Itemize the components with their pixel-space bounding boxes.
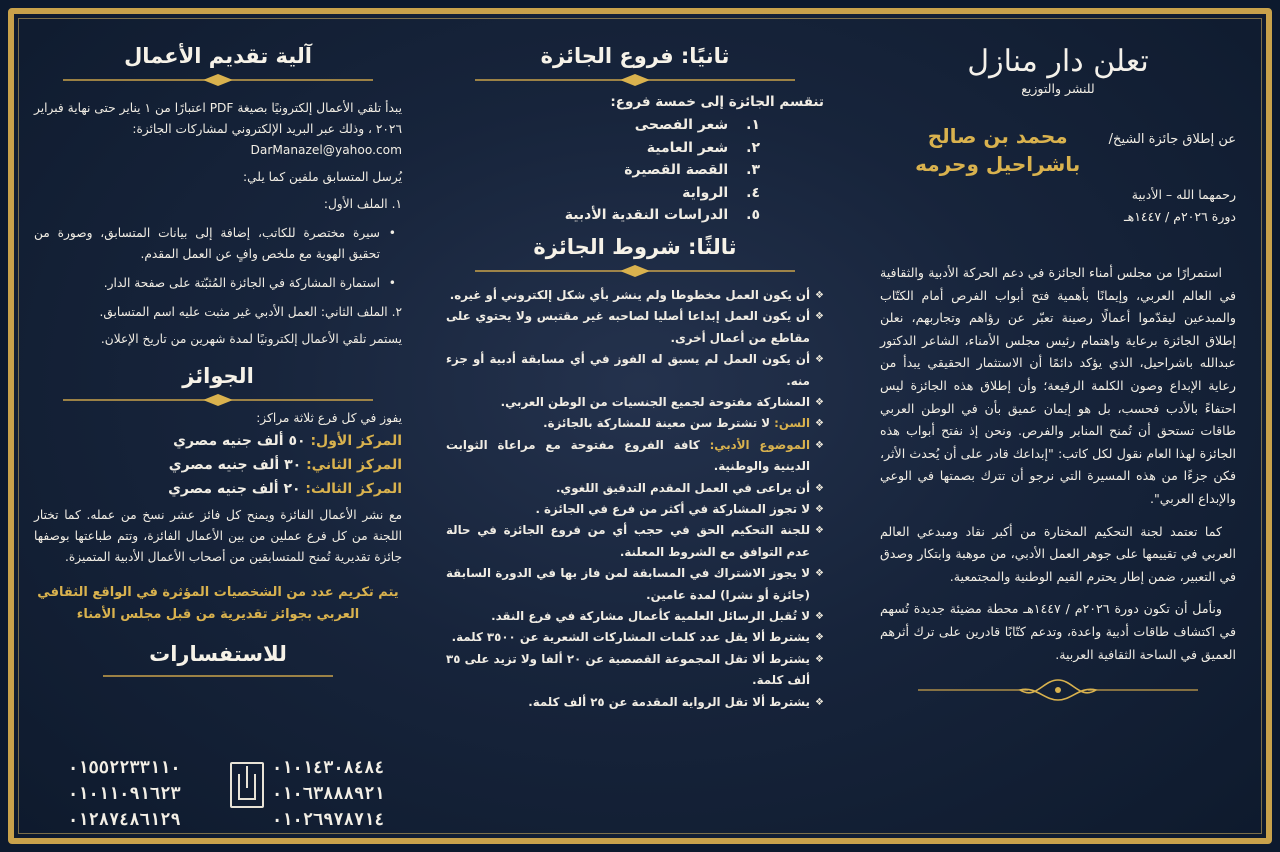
branches-conditions-column	[428, 14, 846, 838]
list-item: ❖ أن يكون العمل لم يسبق له الفوز في أي مسابقة أدبية أو جزء منه.	[446, 349, 824, 392]
list-item: ❖ أن يكون العمل إبداعا أصليا لصاحبه غير مقتبس ولا يحتوي على مقاطع من أعمال أخرى.	[446, 306, 824, 349]
file-two-label: ٢. الملف الثاني: العمل الأدبي غير مثبت عليه اسم المتسابق.	[99, 305, 402, 319]
list-item: ❖ يشترط ألا تقل المجموعة القصصية عن ٢٠ ألفا ولا تزيد على ٣٥ ألف كلمة.	[446, 649, 824, 692]
session-text: دورة ٢٠٢٦م / ١٤٤٧هـ	[1123, 209, 1236, 224]
list-item: ❖ لا تُقبل الرسائل العلمية كأعمال مشاركة في فرع النقد.	[446, 606, 824, 627]
phone-number[interactable]: ٠١٠١٤٣٠٨٤٨٤	[272, 758, 385, 778]
branches-intro: تنقسم الجائزة إلى خمسة فروع:	[610, 94, 824, 110]
list-item: ❖ السن: لا تشترط سن معينة للمشاركة بالجائزة.	[446, 413, 824, 434]
jury-paragraph: كما تعتمد لجنة التحكيم المختارة من أكبر نقاد ومبدعي العالم العربي في تقييمها على جوهر العمل الأدبي، من موهبة وابتكار وصدق في التعبير، ضمن إطار يحترم القيم الوطنية والمجتمعية.	[880, 523, 1236, 584]
list-item: ٣. القصة القصيرة	[624, 162, 760, 179]
phone-number[interactable]: ٠١٠١١٠٩١٦٢٣	[68, 784, 181, 804]
submission-heading: آلية تقديم الأعمال	[124, 44, 312, 68]
ornament-divider	[58, 392, 378, 408]
list-item: ❖ المشاركة مفتوحة لجميع الجنسيات من الوطن العربي.	[446, 392, 824, 413]
ornament-divider	[58, 72, 378, 88]
prizes-intro: يفوز في كل فرع ثلاثة مراكز:	[256, 411, 402, 425]
conditions-list	[446, 285, 824, 713]
brochure-frame	[8, 8, 1272, 844]
list-item: ❖ للجنة التحكيم الحق في حجب أي من فروع الجائزة في حالة عدم التوافق مع الشروط المعلنة.	[446, 520, 824, 563]
branches-heading: ثانيًا: فروع الجائزة	[540, 44, 730, 68]
ornament-divider	[470, 263, 800, 279]
list-item: ❖ لا يجوز الاشتراك في المسابقة لمن فاز بها في الدورة السابقة (جائزة أو نشرا) لمدة عامين.	[446, 563, 824, 606]
list-item: ❖ الموضوع الأدبي: كافة الفروع مفتوحة مع مراعاة الثوابت الدينية والوطنية.	[446, 435, 824, 478]
files-intro: يُرسل المتسابق ملفين كما يلي:	[243, 170, 402, 184]
phone-number[interactable]: ٠١٢٨٧٤٨٦١٢٩	[68, 810, 181, 830]
ornament-divider	[908, 676, 1208, 704]
prayer-text: رحمهما الله – الأدبية	[1131, 187, 1236, 202]
prizes-heading: الجوائز	[182, 364, 254, 388]
publisher-logo-title: تعلن دار منازل	[967, 44, 1149, 79]
list-item: ❖ لا تجوز المشاركة في أكثر من فرع في الجائزة .	[446, 499, 824, 520]
intro-text: عن إطلاق جائزة الشيخ/	[1108, 132, 1236, 147]
deadline-text: يستمر تلقي الأعمال إلكترونيًا لمدة شهرين من تاريخ الإعلان.	[100, 332, 402, 346]
honoree-name: محمد بن صالح باشراحيل وحرمه	[915, 124, 1081, 176]
publisher-logo-icon	[230, 762, 264, 808]
phone-number[interactable]: ٠١٥٥٢٢٣٣١١٠	[68, 758, 181, 778]
ornament-divider	[98, 670, 338, 682]
contacts-area	[68, 744, 1240, 834]
file-one-bullet-1: • سيرة مختصرة للكاتب، إضافة إلى بيانات المتسابق، وصورة من تحقيق الهوية مع ملخص وافٍ عن العمل المقدم.	[34, 223, 402, 265]
list-item: ١. شعر الفصحى	[634, 117, 760, 133]
list-item: ❖ أن يكون العمل مخطوطا ولم ينشر بأي شكل إلكتروني أو غيره.	[446, 285, 824, 306]
prize-second: المركز الثاني: ٣٠ ألف جنيه مصري	[168, 457, 402, 473]
phone-number[interactable]: ٠١٠٦٣٨٨٨٩٢١	[272, 784, 385, 804]
branches-list	[446, 114, 824, 227]
prize-first: المركز الأول: ٥٠ ألف جنيه مصري	[173, 433, 402, 449]
list-item: ٢. شعر العامية	[646, 139, 760, 156]
submission-column	[14, 14, 428, 838]
list-item: ٥. الدراسات النقدية الأدبية	[564, 207, 760, 224]
list-item: ❖ أن يراعى في العمل المقدم التدقيق اللغوي.	[446, 478, 824, 499]
ornament-divider	[470, 72, 800, 88]
announcement-column	[846, 14, 1266, 838]
file-one-label: ١. الملف الأول:	[323, 197, 402, 211]
honoree-line	[880, 122, 1236, 178]
list-item: ٤. الرواية	[682, 184, 760, 201]
honor-note: يتم تكريم عدد من الشخصيات المؤثرة في الواقع الثقافي العربي بجوائز تقديرية من قبل مجلس الأمناء	[37, 585, 399, 622]
publisher-logo-subtitle: للنشر والتوزيع	[1021, 81, 1095, 96]
list-item: ❖ يشترط ألا يقل عدد كلمات المشاركات الشعرية عن ٣٥٠٠ كلمة.	[446, 627, 824, 648]
email-address[interactable]: DarManazel@yahoo.com	[250, 143, 402, 157]
inquiries-heading: للاستفسارات	[149, 642, 287, 666]
submission-text: يبدأ تلقي الأعمال إلكترونيًا بصيغة PDF اعتبارًا من ١ يناير حتى نهاية فبراير ٢٠٢٦ ، وذلك عبر البريد الإلكتروني لمشاركات الجائزة:	[34, 101, 402, 136]
intro-paragraph: استمرارًا من مجلس أمناء الجائزة في دعم الحركة الأدبية والثقافية في العالم العربي، وإيمانًا بأهمية فتح أبواب الفرص أمام الكتّاب والمبدعين ليقدّموا أعمالًا رصينة تعبّر عن رؤاهم وتجاربهم، نعلن إطلاق الجائزة برعاية واهتمام رئيس مجلس الأمناء، الشاعر الدكتور عبدالله باشراحيل، الذي يؤكد دائمًا أن الاستثمار الحقيقي يبدأ من رعاية الإبداع وصون الكلمة الرفيعة؛ وأن إطلاق هذه الجائزة ليس احتفاءً بالأدب فحسب، بل هو إيمان عميق بأن في الوطن العربي طاقات تستحق أن تُمنح المنابر والفرص. ونحن إذ نفتح أبواب هذه الجائزة لهذا العام نقول لكل كاتب: "إبداعك قادر على أن يُحدث الأثر، فكن جزءًا من هذه المسيرة التي نرجو أن تترك بصمتها في الوعي والإبداع العربي".	[880, 265, 1236, 506]
prize-third: المركز الثالث: ٢٠ ألف جنيه مصري	[168, 481, 402, 497]
phone-number[interactable]: ٠١٠٢٦٩٧٨٧١٤	[272, 810, 385, 830]
prizes-note: مع نشر الأعمال الفائزة ويمنح كل فائز عشر نسخ من عمله. كما تختار اللجنة من كل فرع عملين من بين الأعمال الفائزة، وتتم طباعتها بوصفها جائزة تقديرية تُمنح للمتسابقين من أصحاب الأعمال الأدبية المتميزة.	[34, 508, 402, 564]
file-one-bullet-2: • استمارة المشاركة في الجائزة المُثبّتة على صفحة الدار.	[34, 273, 402, 294]
conditions-heading: ثالثًا: شروط الجائزة	[533, 234, 737, 259]
list-item: ❖ يشترط ألا تقل الرواية المقدمة عن ٢٥ ألف كلمة.	[446, 692, 824, 713]
hope-paragraph: ونأمل أن تكون دورة ٢٠٢٦م / ١٤٤٧هـ محطة مضيئة جديدة تُسهم في اكتشاف طاقات أدبية واعدة، وتدعم كتّابًا قادرين على ترك أثرهم العميق في الساحة الثقافية العربية.	[880, 601, 1236, 662]
